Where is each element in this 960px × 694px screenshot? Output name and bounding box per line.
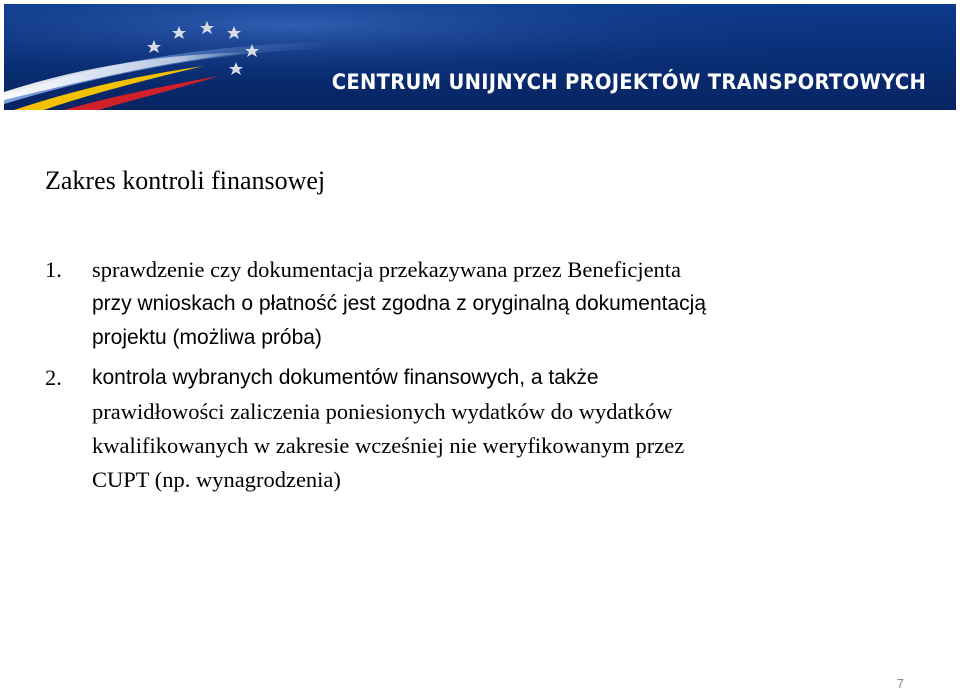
- list-item-line: sprawdzenie czy dokumentacja przekazywana przez Beneficjenta: [92, 257, 682, 282]
- organization-name: CENTRUM UNIJNYCH PROJEKTÓW TRANSPORTOWYCH: [331, 70, 926, 94]
- list-item-line: przy wnioskach o płatność jest zgodna z oryginalną dokumentacją: [92, 292, 707, 315]
- eu-flag-swoosh-logo: [4, 4, 956, 110]
- page-number: 7: [896, 676, 904, 691]
- list-item-line: projektu (możliwa próba): [92, 326, 322, 349]
- list-item-line: prawidłowości zaliczenia poniesionych wydatków do wydatków: [92, 399, 673, 424]
- list-item-line: kontrola wybranych dokumentów finansowych, a także: [92, 366, 599, 389]
- slide-title: Zakres kontroli finansowej: [45, 166, 326, 195]
- header-banner: [4, 4, 956, 110]
- list-item-text: [92, 253, 925, 355]
- list-item-line: kwalifikowanych w zakresie wcześniej nie weryfikowanym przez: [92, 433, 685, 458]
- list-item: [45, 361, 925, 497]
- list-item-number: 2.: [45, 365, 62, 390]
- list-item-number: 1.: [45, 257, 62, 282]
- list-item: [45, 253, 925, 355]
- list-item-line: CUPT (np. wynagrodzenia): [92, 467, 341, 492]
- list-item-text: [92, 361, 925, 497]
